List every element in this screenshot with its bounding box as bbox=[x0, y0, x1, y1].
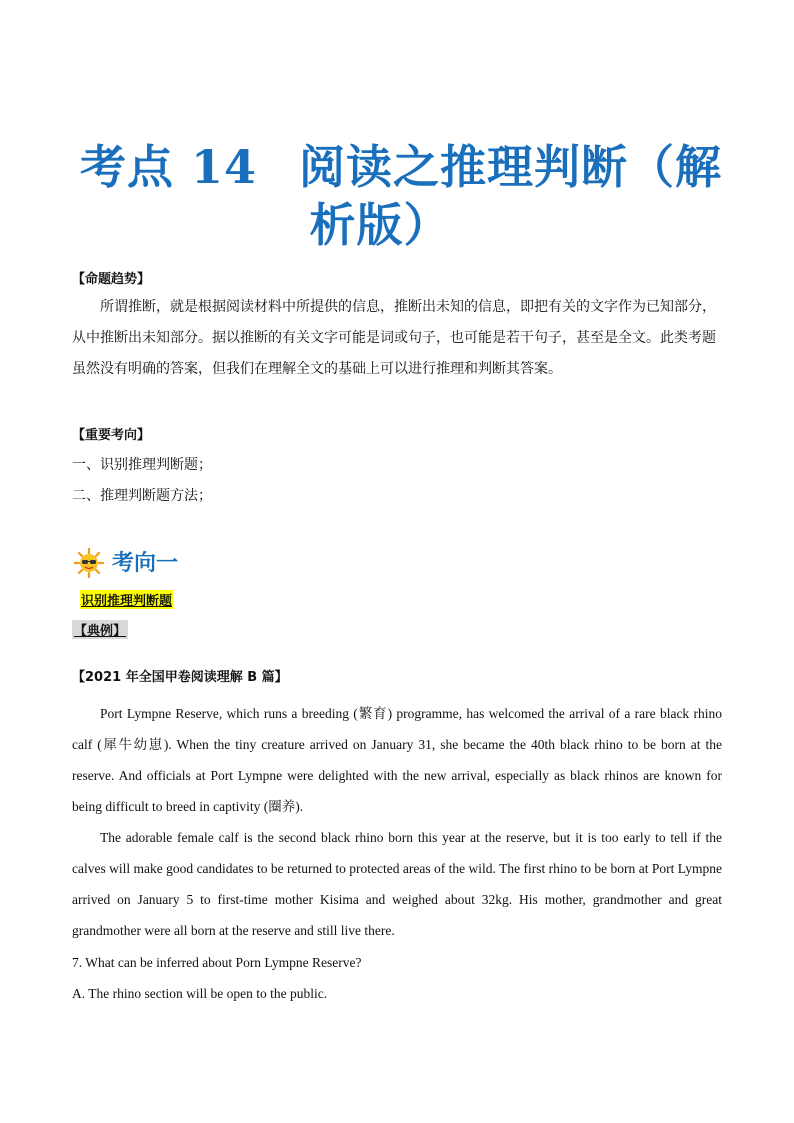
passage-source: 【2021 年全国甲卷阅读理解 B 篇】 bbox=[72, 670, 288, 685]
title-topic-number: 考点 14 bbox=[80, 140, 258, 194]
trend-heading: 【命题趋势】 bbox=[72, 272, 151, 287]
trend-body: 所谓推断，就是根据阅读材料中所提供的信息，推断出未知的信息，即把有关的文字作为已知部分，从中推断出未知部分。据以推断的有关文字可能是词或句子，也可能是若干句子，甚至是全文。此类考题虽然没有明确的答案，但我们在理解全文的基础上可以进行推理和判断其答案。 bbox=[72, 299, 716, 377]
direction-item-1: 一、识别推理判断题； bbox=[72, 457, 212, 473]
title-topic-name: 阅读之推理判断（解 bbox=[299, 140, 723, 194]
passage-paragraph-2: The adorable female calf is the second black rhino born this year at the reserve, but it is too early to tell if the calves will make good candidates to be returned to protected areas of the wild. The first rhino to be born at Port Lympne arrived on January 5 to first-time mother Kisima and weighed about 32kg. His mother, grandmother and great grandmother were all born at the reserve and still live there. bbox=[72, 830, 722, 938]
section-highlight: 识别推理判断题 bbox=[80, 590, 173, 609]
direction-item-2: 二、推理判断题方法； bbox=[72, 488, 212, 504]
directions-heading: 【重要考向】 bbox=[72, 428, 151, 443]
page-title bbox=[70, 138, 730, 254]
example-label: 【典例】 bbox=[72, 620, 128, 639]
title-line-2: 析版） bbox=[309, 198, 451, 252]
option-a: A. The rhino section will be open to the public. bbox=[72, 986, 328, 1001]
sun-with-sunglasses-icon bbox=[74, 548, 104, 578]
section-title: 考向一 bbox=[112, 551, 179, 576]
passage-paragraph-1: Port Lympne Reserve, which runs a breeding (繁育) programme, has welcomed the arrival of a rare black rhino calf (犀牛幼崽). When the tiny creature arrived on January 31, she became the 40th black rhino to be born at the reserve. And officials at Port Lympne were delighted with the new arrival, especially as black rhinos are known for being difficult to breed in captivity (圈养). bbox=[72, 706, 722, 814]
question-7: 7. What can be inferred about Porn Lympne Reserve? bbox=[72, 955, 362, 970]
